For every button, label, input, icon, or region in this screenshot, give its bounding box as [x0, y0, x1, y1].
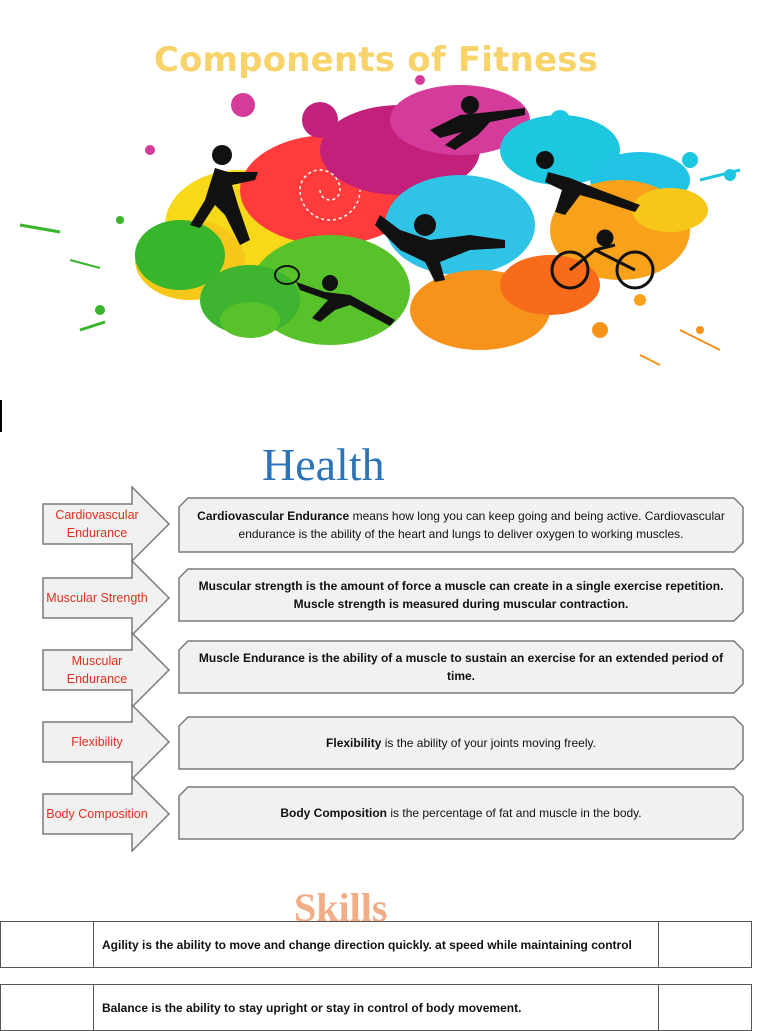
health-description-box: [178, 568, 744, 622]
arrow-label: Muscular Strength: [46, 591, 148, 605]
arrow-label: Body Composition: [46, 807, 148, 821]
health-description-box: [178, 786, 744, 840]
term-label: Flexibility: [326, 736, 382, 750]
health-description-text: [186, 786, 736, 840]
health-item-muscular-strength: [42, 560, 172, 636]
health-item-body-composition: [42, 776, 172, 852]
arrow-label: Cardiovascular Endurance: [55, 508, 139, 540]
term-description: means how long you can keep going and being active. Cardiovascular endurance is the ability of the heart and lungs to deliver oxygen to working muscles.: [238, 509, 725, 541]
arrow-label: Muscular Endurance: [66, 654, 128, 686]
health-heading: Health: [262, 439, 385, 490]
text-cursor-marker: [0, 400, 2, 432]
skill-description-cell: Balance is the ability to stay upright or stay in control of body movement.: [94, 985, 659, 1031]
health-description-text: Muscular strength is the amount of force a muscle can create in a single exercise repetition. Muscle strength is measured during muscular contraction.: [198, 579, 724, 611]
skill-description-cell: Agility is the ability to move and change direction quickly. at speed while maintaining control: [94, 922, 659, 968]
page-title: Components of Fitness: [153, 40, 599, 80]
skills-table-row: [0, 921, 752, 968]
health-description-box: [178, 497, 744, 553]
skill-name-cell: [1, 922, 94, 968]
health-item-muscular-endurance: [42, 632, 172, 708]
skill-extra-cell: [659, 922, 752, 968]
skills-heading: Skills: [294, 885, 388, 930]
health-description-box: [178, 640, 744, 694]
health-description-box: [178, 716, 744, 770]
term-label: Body Composition: [280, 806, 388, 820]
term-label: Cardiovascular Endurance: [197, 509, 350, 523]
arrow-label: Flexibility: [71, 735, 123, 749]
health-description-text: [186, 497, 736, 553]
term-description: is the percentage of fat and muscle in the body.: [390, 806, 642, 820]
health-item-cardiovascular-endurance: [42, 486, 172, 562]
health-item-flexibility: [42, 704, 172, 780]
health-description-text: Muscle Endurance is the ability of a muscle to sustain an exercise for an extended period of time.: [198, 651, 724, 683]
health-description-text: [186, 716, 736, 770]
term-description: is the ability of your joints moving freely.: [384, 736, 596, 750]
